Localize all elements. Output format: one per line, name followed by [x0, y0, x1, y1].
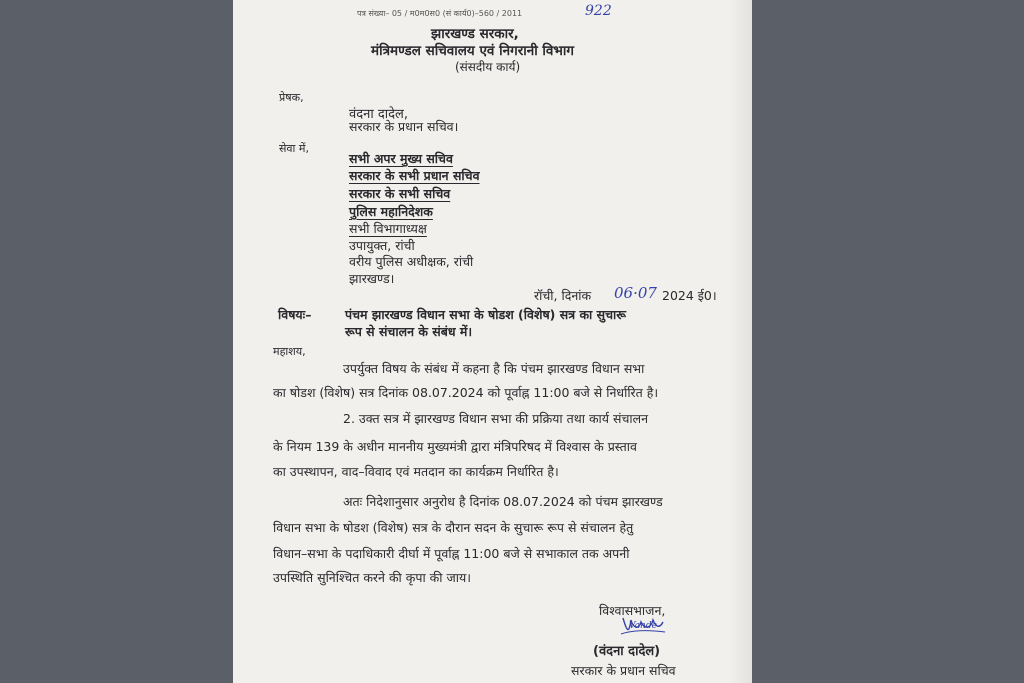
- signature-text: Vande: [629, 621, 657, 631]
- paragraph-line: उपस्थिति सुनिश्चित करने की कृपा की जाय।: [273, 570, 471, 585]
- paragraph-line: का उपस्थापन, वाद–विवाद एवं मतदान का कार्यक्रम निर्धारित है।: [273, 464, 559, 479]
- header-department: मंत्रिमण्डल सचिवालय एवं निगरानी विभाग: [371, 43, 575, 59]
- page-shadow: [728, 0, 752, 683]
- subject-line: पंचम झारखण्ड विधान सभा के षोडश (विशेष) सत्र का सुचारू: [345, 307, 626, 322]
- date-handwritten: 06·07: [614, 284, 657, 302]
- recipient-item: झारखण्ड।: [349, 271, 395, 286]
- recipient-item: वरीय पुलिस अधीक्षक, रांची: [349, 254, 474, 269]
- recipients-label: सेवा में,: [279, 142, 309, 155]
- sender-name: वंदना दादेल,: [349, 107, 408, 122]
- recipient-item: सरकार के सभी सचिव: [349, 186, 451, 201]
- paragraph-line: अतः निदेशानुसार अनुरोध है दिनांक 08.07.2024 को पंचम झारखण्ड: [343, 494, 663, 509]
- letter-page: [233, 0, 752, 683]
- recipient-item: सभी अपर मुख्य सचिव: [349, 151, 453, 166]
- recipient-item: पुलिस महानिदेशक: [349, 204, 433, 219]
- sender-title: सरकार के प्रधान सचिव।: [349, 119, 459, 134]
- recipient-item: उपायुक्त, रांची: [349, 238, 415, 253]
- date-suffix: 2024 ई0।: [662, 288, 717, 303]
- salutation: महाशय,: [273, 345, 306, 358]
- subject-line: रूप से संचालन के संबंध में।: [345, 324, 473, 339]
- signatory-name: (वंदना दादेल): [593, 644, 661, 659]
- reference-handwritten: 922: [585, 3, 612, 19]
- header-section: (संसदीय कार्य): [455, 60, 521, 74]
- paragraph-line: के नियम 139 के अधीन माननीय मुख्यमंत्री द्वारा मंत्रिपरिषद में विश्वास के प्रस्ताव: [273, 439, 637, 454]
- header-government: झारखण्ड सरकार,: [431, 26, 519, 42]
- paragraph-line: का षोडश (विशेष) सत्र दिनांक 08.07.2024 को पूर्वाह्न 11:00 बजे से निर्धारित है।: [273, 385, 659, 400]
- place-date-prefix: रॉची, दिनांक: [534, 288, 592, 303]
- signature-mark: [619, 612, 667, 638]
- subject-label: विषयः–: [278, 307, 312, 322]
- signatory-title: सरकार के प्रधान सचिव: [571, 663, 676, 678]
- recipient-item: सभी विभागाध्यक्ष: [349, 221, 427, 236]
- paragraph-line: उपर्युक्त विषय के संबंध में कहना है कि पंचम झारखण्ड विधान सभा: [343, 361, 645, 376]
- paragraph-line: विधान सभा के षोडश (विशेष) सत्र के दौरान सदन के सुचारू रूप से संचालन हेतु: [273, 520, 634, 535]
- reference-number: पत्र संख्या– 05 / म0म0स0 (सं कार्य0)–560 / 2011: [357, 9, 523, 18]
- sender-label: प्रेषक,: [279, 91, 304, 104]
- recipient-item: सरकार के सभी प्रधान सचिव: [349, 168, 480, 183]
- paragraph-line: 2. उक्त सत्र में झारखण्ड विधान सभा की प्रक्रिया तथा कार्य संचालन: [343, 411, 649, 426]
- closing: विश्वासभाजन,: [599, 603, 666, 618]
- paragraph-line: विधान–सभा के पदाधिकारी दीर्घा में पूर्वाह्न 11:00 बजे से सभाकाल तक अपनी: [273, 546, 630, 561]
